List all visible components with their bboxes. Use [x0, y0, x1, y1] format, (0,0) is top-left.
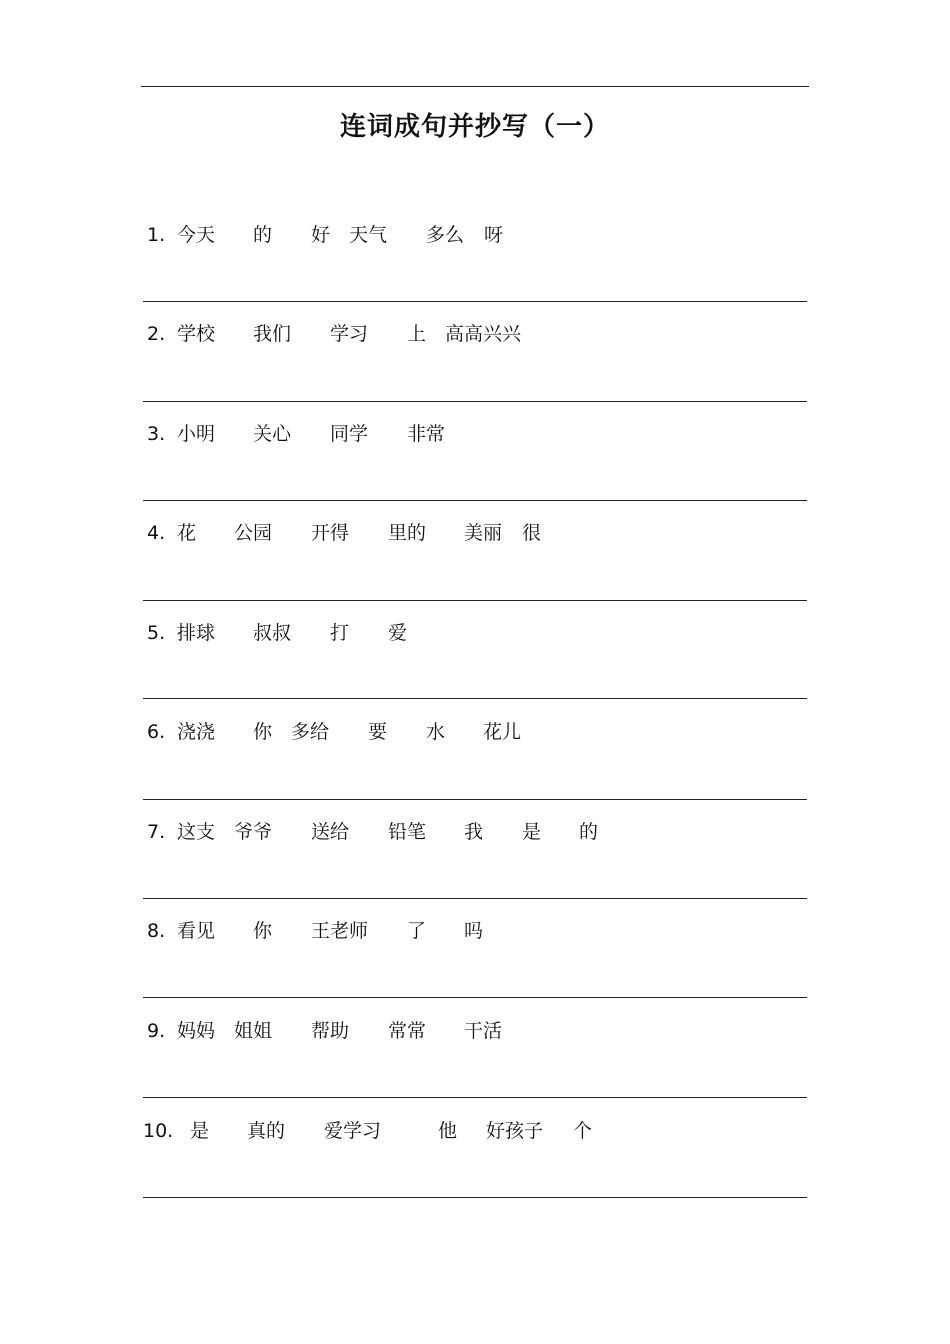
- answer-line[interactable]: [143, 401, 807, 402]
- answer-line[interactable]: [143, 898, 807, 899]
- question-6: [0, 717, 950, 747]
- word-token: 吗: [464, 920, 484, 942]
- word-token: 爱学习: [324, 1120, 382, 1142]
- word-token: 好孩子: [486, 1120, 544, 1142]
- word-token: 的: [579, 821, 599, 843]
- word-token: 要: [368, 721, 388, 743]
- word-token: 多么: [426, 224, 465, 246]
- word-token: 浇浇: [177, 721, 216, 743]
- word-token: 非常: [407, 423, 446, 445]
- word-token: 里的: [388, 522, 427, 544]
- question-4: [0, 518, 950, 548]
- word-token: 同学: [330, 423, 369, 445]
- word-token: 开得: [311, 522, 350, 544]
- answer-line[interactable]: [143, 698, 807, 699]
- word-token: 花儿: [483, 721, 522, 743]
- question-2: [0, 319, 950, 349]
- word-token: 叔叔: [253, 622, 292, 644]
- question-number: 7.: [147, 821, 166, 843]
- word-token: 上: [407, 323, 427, 345]
- word-token: 帮助: [311, 1020, 350, 1042]
- word-token: 高高兴兴: [445, 323, 522, 345]
- word-token: 妈妈: [177, 1020, 216, 1042]
- word-token: 花: [177, 522, 197, 544]
- word-token: 真的: [247, 1120, 286, 1142]
- word-token: 常常: [388, 1020, 427, 1042]
- question-number: 2.: [147, 323, 166, 345]
- page-title: 连词成句并抄写（一）: [339, 112, 610, 142]
- word-token: 王老师: [311, 920, 369, 942]
- word-token: 打: [330, 622, 350, 644]
- word-token: 关心: [253, 423, 292, 445]
- question-number: 6.: [147, 721, 166, 743]
- word-token: 小明: [177, 423, 216, 445]
- word-token: 看见: [177, 920, 216, 942]
- word-token: 学校: [177, 323, 216, 345]
- word-token: 多给: [291, 721, 330, 743]
- question-8: [0, 916, 950, 946]
- question-number: 4.: [147, 522, 166, 544]
- word-token: 公园: [234, 522, 273, 544]
- question-10: [0, 1116, 950, 1146]
- word-token: 这支: [177, 821, 216, 843]
- word-token: 姐姐: [234, 1020, 273, 1042]
- word-token: 美丽: [464, 522, 503, 544]
- word-token: 天气: [349, 224, 388, 246]
- word-token: 铅笔: [388, 821, 427, 843]
- word-token: 我们: [253, 323, 292, 345]
- question-number: 9.: [147, 1020, 166, 1042]
- question-number: 5.: [147, 622, 166, 644]
- word-token: 好: [311, 224, 331, 246]
- word-token: 他: [438, 1120, 458, 1142]
- word-token: 呀: [484, 224, 504, 246]
- answer-line[interactable]: [143, 301, 807, 302]
- answer-line[interactable]: [143, 500, 807, 501]
- word-token: 爱: [388, 622, 408, 644]
- question-1: [0, 220, 950, 250]
- question-7: [0, 817, 950, 847]
- word-token: 很: [522, 522, 542, 544]
- question-number: 8.: [147, 920, 166, 942]
- answer-line[interactable]: [143, 1097, 807, 1098]
- word-token: 爷爷: [234, 821, 273, 843]
- word-token: 今天: [177, 224, 216, 246]
- question-number: 1.: [147, 224, 166, 246]
- question-9: [0, 1016, 950, 1046]
- word-token: 是: [190, 1120, 210, 1142]
- answer-line[interactable]: [143, 997, 807, 998]
- word-token: 排球: [177, 622, 216, 644]
- question-3: [0, 419, 950, 449]
- word-token: 你: [253, 920, 273, 942]
- word-token: 送给: [311, 821, 350, 843]
- word-token: 水: [426, 721, 446, 743]
- word-token: 是: [522, 821, 542, 843]
- question-number: 3.: [147, 423, 166, 445]
- answer-line[interactable]: [143, 1197, 807, 1198]
- word-token: 了: [407, 920, 427, 942]
- top-rule: [141, 86, 809, 87]
- answer-line[interactable]: [143, 799, 807, 800]
- question-number: 10.: [143, 1120, 174, 1142]
- word-token: 你: [253, 721, 273, 743]
- word-token: 的: [253, 224, 273, 246]
- answer-line[interactable]: [143, 600, 807, 601]
- word-token: 个: [573, 1120, 593, 1142]
- word-token: 我: [464, 821, 484, 843]
- question-5: [0, 618, 950, 648]
- word-token: 干活: [464, 1020, 503, 1042]
- word-token: 学习: [330, 323, 369, 345]
